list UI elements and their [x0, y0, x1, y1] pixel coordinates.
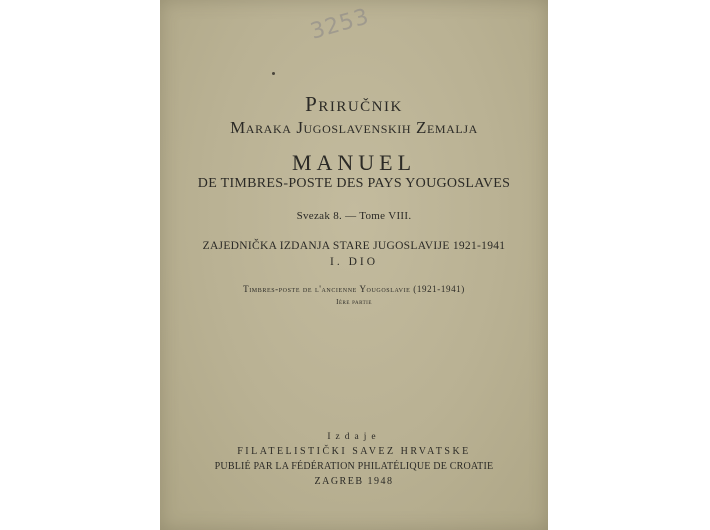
place-year: ZAGREB 1948 [314, 476, 394, 487]
ink-dot [272, 72, 275, 75]
publisher-french: PUBLIÉ PAR LA FÉDÉRATION PHILATÉLIQUE DE CROATIE [214, 461, 494, 472]
pencil-note: 3253 [307, 4, 373, 45]
title-main: Priručnik [305, 92, 403, 116]
section-french: Timbres-poste de l'ancienne Yougoslavie (1921-1941) [243, 284, 465, 294]
publisher-croatian: FILATELISTIČKI SAVEZ HRVATSKE [237, 446, 471, 457]
subtitle-french: DE TIMBRES-POSTE DES PAYS YOUGOSLAVES [197, 176, 511, 191]
title-sub: Maraka Jugoslavenskih Zemalja [230, 118, 478, 137]
book-cover [160, 0, 548, 530]
section-croatian: ZAJEDNIČKA IZDANJA STARE JUGOSLAVIJE 1921-1941 [202, 240, 506, 252]
publisher-intro: Izdaje [327, 432, 381, 442]
part-french: Ière partie [336, 298, 372, 306]
volume-label: Svezak 8. — Tome VIII. [296, 210, 412, 222]
part-croatian: I. DIO [329, 256, 379, 268]
title-french: MANUEL [291, 150, 417, 175]
